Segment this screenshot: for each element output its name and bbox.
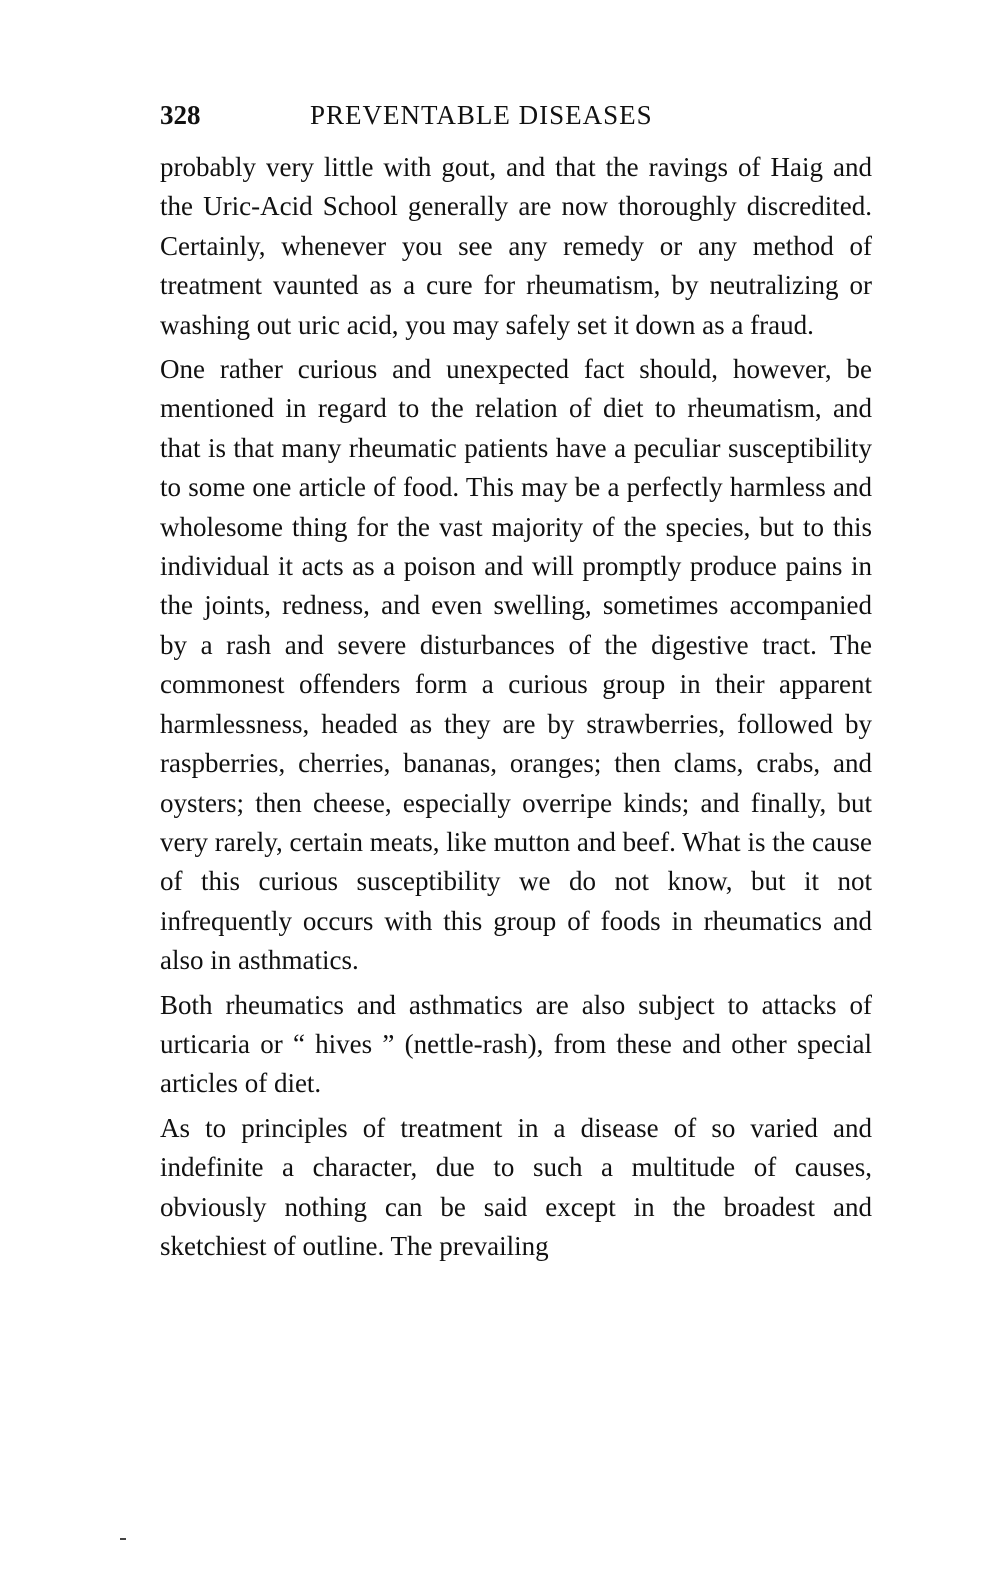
paragraph-2: One rather curious and unexpected fact should, however, be mentioned in regard to the relation of diet to rheumatism, and that is that many rheumatic patients have a peculiar susceptibility to some one article of food. This may be a perfectly harmless and wholesome thing for the vast majority of the species, but to this individual it acts as a poison and will promptly produce pains in the joints, redness, and even swelling, sometimes accompanied by a rash and severe disturbances of the digestive tract. The commonest offenders form a curious group in their apparent harmlessness, headed as they are by strawberries, followed by raspberries, cherries, bananas, oranges; then clams, crabs, and oysters; then cheese, especially overripe kinds; and finally, but very rarely, certain meats, like mutton and beef. What is the cause of this curious susceptibility we do not know, but it not infrequently occurs with this group of foods in rheumatics and also in asthmatics. [160,354,872,976]
scan-mark [120,1538,126,1540]
page-header [160,100,872,148]
book-page [160,100,872,1271]
paragraph-4: As to principles of treatment in a disease of so varied and indefinite a character, due to such a multitude of causes, obviously nothing can be said except in the broadest and sketchiest of outline. The prevailing [160,1112,872,1261]
page-number: 328 [160,100,201,130]
paragraph-3: Both rheumatics and asthmatics are also subject to attacks of urticaria or “ hives ” (nettle-rash), from these and other special articles of diet. [160,989,872,1099]
paragraph-1: probably very little with gout, and that the ravings of Haig and the Uric-Acid School generally are now thoroughly discredited. Certainly, whenever you see any remedy or any method of treatment vaunted as a cure for rheumatism, by neutralizing or washing out uric acid, you may safely set it down as a fraud. [160,152,872,340]
running-title: PREVENTABLE DISEASES [310,100,653,130]
